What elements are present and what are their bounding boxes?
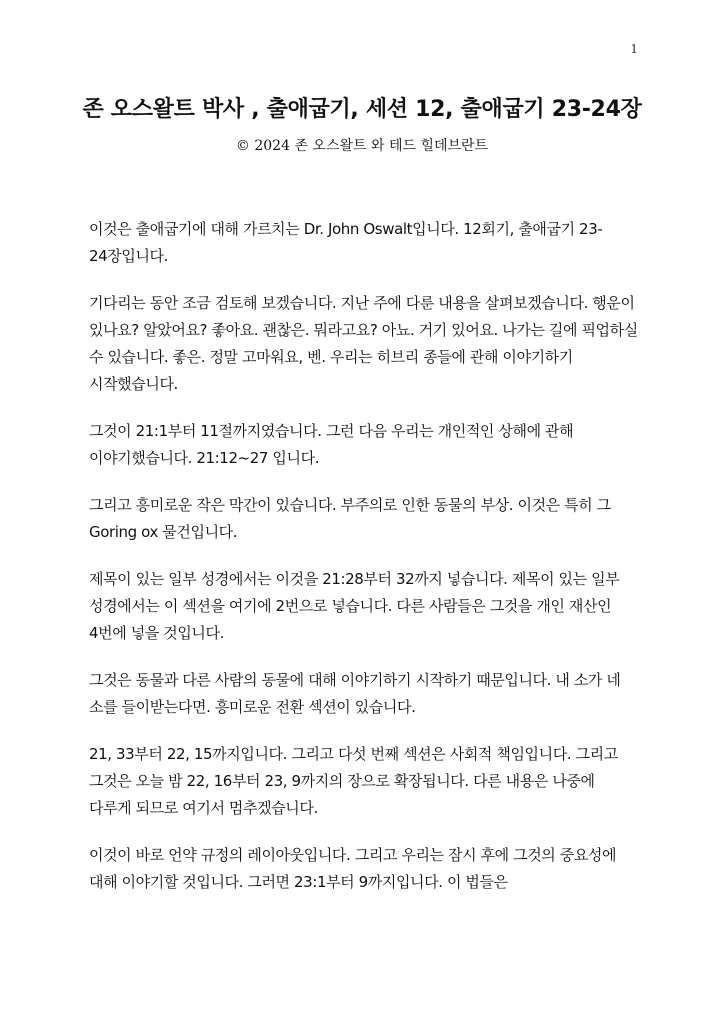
- header: [80, 88, 644, 156]
- paragraph-6: 그것은 동물과 다른 사람의 동물에 대해 이야기하기 시작하기 때문입니다. 내 소가 네 소를 들이받는다면. 흥미로운 전환 섹션이 있습니다.: [89, 671, 621, 716]
- paragraph-2: 기다리는 동안 조금 검토해 보겠습니다. 지난 주에 다룬 내용을 살펴보겠습니다. 행운이 있나요? 알았어요? 좋아요. 괜찮은. 뭐라고요? 아뇨. 거기 있어요. 나가는 길에 픽업하실 수 있습니다. 좋은. 정말 고마워요, 벤. 우리는 히브리 종들에 관해 이야기하기 시작했습니다.: [89, 294, 638, 393]
- copyright-line: © 2024 존 오스왈트 와 테드 힐데브란트: [235, 138, 489, 154]
- paragraph-7: 21, 33부터 22, 15까지입니다. 그리고 다섯 번째 섹션은 사회적 책임입니다. 그리고 그것은 오늘 밤 22, 16부터 23, 9까지의 장으로 확장됩니다. 다른 내용은 나중에 다루게 되므로 여기서 멈추겠습니다.: [89, 745, 618, 817]
- paragraph-1: 이것은 출애굽기에 대해 가르치는 Dr. John Oswalt입니다. 12회기, 출애굽기 23-24장입니다.: [89, 220, 603, 265]
- transcript-body: [89, 216, 641, 916]
- page-number: 1: [630, 42, 638, 56]
- paragraph-5: 제목이 있는 일부 성경에서는 이것을 21:28부터 32까지 넣습니다. 제목이 있는 일부 성경에서는 이 섹션을 여기에 2번으로 넣습니다. 다른 사람들은 그것을 개인 재산인 4번에 넣을 것입니다.: [89, 570, 620, 642]
- paragraph-3: 그것이 21:1부터 11절까지였습니다. 그런 다음 우리는 개인적인 상해에 관해 이야기했습니다. 21:12~27 입니다.: [89, 422, 574, 467]
- paragraph-4: 그리고 흥미로운 작은 막간이 있습니다. 부주의로 인한 동물의 부상. 이것은 특히 그 Goring ox 물건입니다.: [89, 496, 611, 541]
- document-title: 존 오스왈트 박사 , 출애굽기, 세션 12, 출애굽기 23-24장: [82, 97, 642, 122]
- paragraph-8: 이것이 바로 언약 규정의 레이아웃입니다. 그리고 우리는 잠시 후에 그것의 중요성에 대해 이야기할 것입니다. 그러면 23:1부터 9까지입니다. 이 법들은: [89, 846, 617, 891]
